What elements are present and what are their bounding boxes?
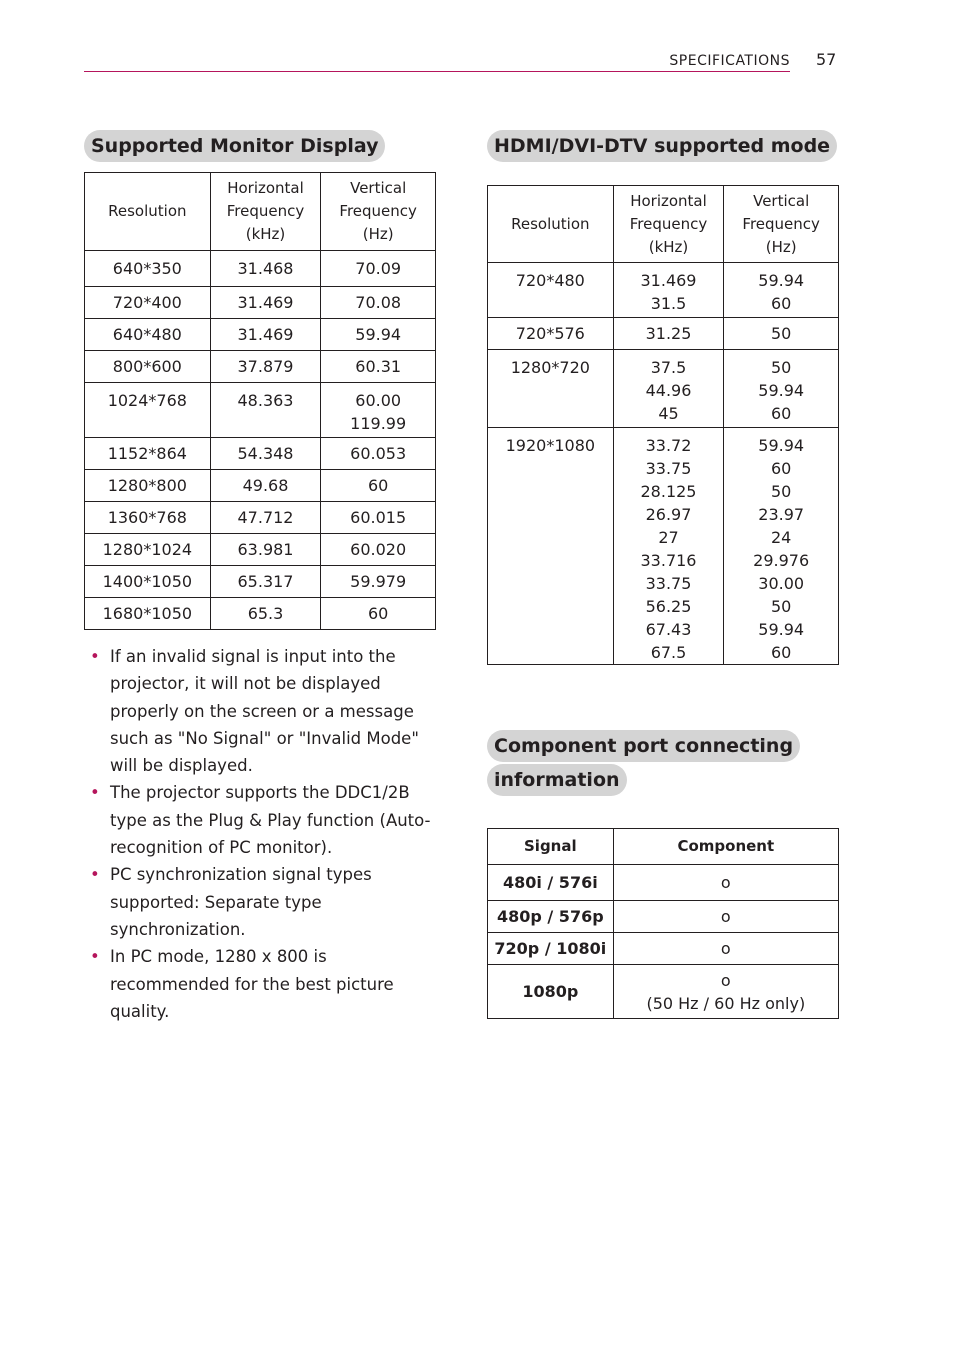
table-cell: 800*600 — [85, 351, 211, 383]
table-cell: 60.00 119.99 — [321, 383, 436, 438]
table-row — [85, 534, 436, 566]
table-cell: 720*576 — [488, 318, 614, 350]
component-table — [487, 828, 839, 1019]
monitor-section-title: Supported Monitor Display — [84, 130, 385, 162]
table-row — [488, 901, 839, 933]
bullet-icon: • — [90, 647, 100, 666]
table-cell: 49.68 — [210, 470, 321, 502]
table-cell: 720*480 — [488, 263, 614, 318]
table-cell: 59.94 60 — [724, 263, 839, 318]
hdmi-section-title: HDMI/DVI-DTV supported mode — [487, 130, 837, 162]
note-text: If an invalid signal is input into the projector, it will not be displayed properly on the screen or a message such as "No Signal" or "Invalid Mode" will be displayed. — [110, 647, 419, 776]
table-cell: 1152*864 — [85, 438, 211, 470]
table-cell: 60.015 — [321, 502, 436, 534]
table-cell: 48.363 — [210, 383, 321, 438]
table-cell: 1024*768 — [85, 383, 211, 438]
bullet-icon: • — [90, 865, 100, 885]
note-item — [90, 779, 440, 861]
component-section-title: Component port connecting — [487, 730, 800, 762]
table-cell: 70.08 — [321, 287, 436, 319]
table-cell: 60 — [321, 598, 436, 630]
note-item — [90, 943, 440, 1025]
table-cell: 63.981 — [210, 534, 321, 566]
table-cell: 60.31 — [321, 351, 436, 383]
table-cell: 1360*768 — [85, 502, 211, 534]
table-cell: 33.72 33.75 28.125 26.97 27 33.716 33.75 56.25 67.43 67.5 — [613, 428, 724, 665]
table-row — [488, 318, 839, 350]
table-row — [488, 263, 839, 318]
col-resolution: Resolution — [488, 186, 614, 263]
col-horizontal-frequency: Horizontal Frequency (kHz) — [613, 186, 724, 263]
table-cell: 480i / 576i — [488, 865, 614, 901]
table-row — [85, 287, 436, 319]
table-cell: o — [613, 901, 838, 933]
note-text: The projector supports the DDC1/2B type as the Plug & Play function (Auto-recognition of PC monitor). — [110, 783, 431, 858]
table-cell: 640*480 — [85, 319, 211, 351]
table-cell: 50 — [724, 318, 839, 350]
col-vertical-frequency: Vertical Frequency (Hz) — [321, 173, 436, 251]
table-cell: 70.09 — [321, 251, 436, 287]
table-row — [488, 865, 839, 901]
table-cell: 640*350 — [85, 251, 211, 287]
table-cell: 1280*800 — [85, 470, 211, 502]
table-cell: 59.94 60 50 23.97 24 29.976 30.00 50 59.94 60 — [724, 428, 839, 665]
table-cell: 31.468 — [210, 251, 321, 287]
component-section-title-cont: information — [487, 764, 627, 796]
table-row — [85, 502, 436, 534]
table-cell: o — [613, 865, 838, 901]
table-cell: 720p / 1080i — [488, 933, 614, 965]
section-title: SPECIFICATIONS — [669, 53, 790, 69]
table-row — [488, 933, 839, 965]
table-cell: 37.879 — [210, 351, 321, 383]
table-cell: 1280*720 — [488, 350, 614, 428]
table-cell: 1080p — [488, 965, 614, 1019]
table-cell: 54.348 — [210, 438, 321, 470]
col-resolution: Resolution — [85, 173, 211, 251]
table-cell: 480p / 576p — [488, 901, 614, 933]
note-item — [90, 643, 440, 779]
bullet-icon: • — [90, 947, 100, 967]
monitor-table — [84, 172, 436, 630]
table-row — [85, 598, 436, 630]
note-text: PC synchronization signal types supported: Separate type synchronization. — [110, 865, 372, 939]
table-row — [85, 470, 436, 502]
table-cell: 720*400 — [85, 287, 211, 319]
table-cell: 31.469 — [210, 319, 321, 351]
table-row — [488, 350, 839, 428]
table-cell: 50 59.94 60 — [724, 350, 839, 428]
table-cell: 47.712 — [210, 502, 321, 534]
table-cell: 65.317 — [210, 566, 321, 598]
table-cell: o — [613, 933, 838, 965]
table-cell: 60 — [321, 470, 436, 502]
table-cell: 60.053 — [321, 438, 436, 470]
hdmi-table — [487, 185, 839, 665]
table-cell: 31.469 — [210, 287, 321, 319]
table-cell: o (50 Hz / 60 Hz only) — [613, 965, 838, 1019]
table-row — [85, 438, 436, 470]
col-signal: Signal — [488, 829, 614, 865]
table-cell: 65.3 — [210, 598, 321, 630]
table-cell: 37.5 44.96 45 — [613, 350, 724, 428]
table-header-row — [488, 186, 839, 263]
table-row — [85, 251, 436, 287]
table-cell: 31.25 — [613, 318, 724, 350]
table-row — [488, 965, 839, 1019]
table-header-row — [488, 829, 839, 865]
table-row — [85, 566, 436, 598]
note-item — [90, 861, 440, 943]
table-row — [85, 351, 436, 383]
col-component: Component — [613, 829, 838, 865]
table-header-row — [85, 173, 436, 251]
table-cell: 31.469 31.5 — [613, 263, 724, 318]
table-cell: 1280*1024 — [85, 534, 211, 566]
table-cell: 60.020 — [321, 534, 436, 566]
table-cell: 1400*1050 — [85, 566, 211, 598]
page-header — [84, 50, 790, 72]
col-horizontal-frequency: Horizontal Frequency (kHz) — [210, 173, 321, 251]
table-cell: 59.979 — [321, 566, 436, 598]
table-row — [85, 383, 436, 438]
notes-list — [90, 643, 440, 1025]
table-cell: 59.94 — [321, 319, 436, 351]
table-cell: 1920*1080 — [488, 428, 614, 665]
table-row — [85, 319, 436, 351]
bullet-icon: • — [90, 783, 100, 803]
note-text: In PC mode, 1280 x 800 is recommended for the best picture quality. — [110, 947, 394, 1021]
table-cell: 1680*1050 — [85, 598, 211, 630]
table-row — [488, 428, 839, 665]
page-number: 57 — [816, 50, 837, 69]
col-vertical-frequency: Vertical Frequency (Hz) — [724, 186, 839, 263]
